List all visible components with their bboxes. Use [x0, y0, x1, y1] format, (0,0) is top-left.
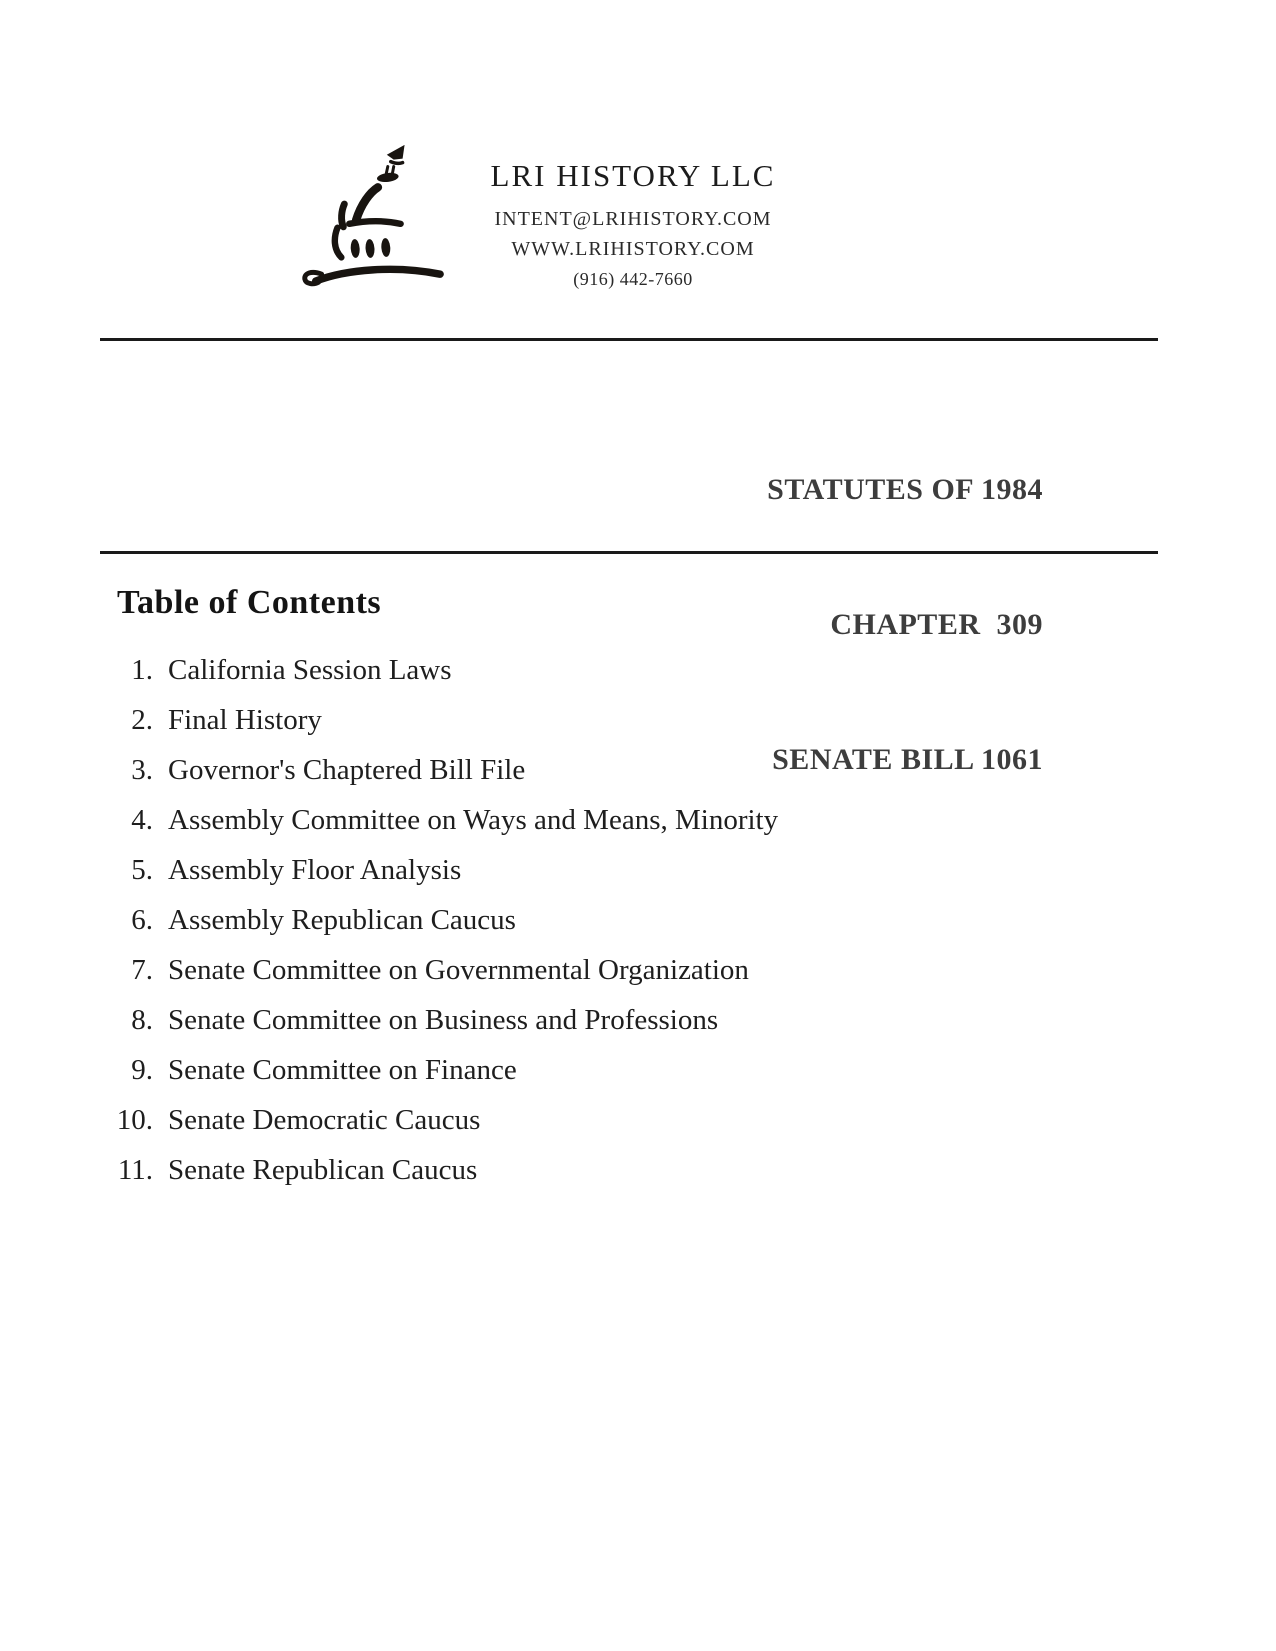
toc-item-number: 7. — [131, 954, 153, 986]
toc-item-label: Senate Committee on Finance — [168, 1054, 517, 1086]
toc-item — [0, 953, 900, 987]
toc-item-number: 1. — [131, 654, 153, 686]
toc-item-label: Senate Committee on Business and Professions — [168, 1004, 719, 1036]
chapter-line: CHAPTER 309 — [830, 608, 1043, 641]
toc-item-label: Assembly Republican Caucus — [168, 904, 516, 936]
letterhead — [443, 158, 823, 289]
divider-top — [100, 338, 1158, 341]
toc-item — [0, 1103, 900, 1137]
senate-bill-line: SENATE BILL 1061 — [772, 743, 1043, 776]
toc-item — [0, 1153, 900, 1187]
toc-item-label: Senate Republican Caucus — [168, 1154, 478, 1186]
toc-item-number: 9. — [131, 1054, 153, 1086]
toc-item-number: 8. — [131, 1004, 153, 1036]
toc-list — [0, 653, 900, 1203]
toc-item — [0, 803, 900, 837]
company-name: LRI HISTORY LLC — [490, 158, 776, 193]
toc-item-number: 5. — [131, 854, 153, 886]
toc-item-label: Assembly Floor Analysis — [168, 854, 462, 886]
toc-item-number: 10. — [116, 1104, 153, 1136]
toc-item — [0, 903, 900, 937]
toc-item — [0, 853, 900, 887]
toc-item — [0, 653, 900, 687]
toc-item-label: California Session Laws — [168, 654, 452, 686]
company-phone: (916) 442-7660 — [573, 269, 693, 289]
toc-item-number: 3. — [131, 754, 153, 786]
company-website: WWW.LRIHISTORY.COM — [511, 238, 755, 260]
toc-item — [0, 1003, 900, 1037]
toc-item — [0, 1053, 900, 1087]
capitol-dome-sketch-icon — [292, 126, 450, 294]
toc-item-number: 6. — [131, 904, 153, 936]
company-email: INTENT@LRIHISTORY.COM — [494, 208, 772, 230]
toc-item — [0, 703, 900, 737]
toc-item-number: 11. — [117, 1154, 153, 1186]
toc-item-label: Governor's Chaptered Bill File — [168, 754, 526, 786]
toc-item-number: 4. — [131, 804, 153, 836]
toc-item — [0, 753, 900, 787]
toc-item-label: Assembly Committee on Ways and Means, Minority — [168, 804, 779, 836]
toc-item-label: Senate Committee on Governmental Organization — [168, 954, 749, 986]
toc-item-number: 2. — [131, 704, 153, 736]
statutes-line: STATUTES OF 1984 — [767, 473, 1043, 506]
toc-heading: Table of Contents — [117, 584, 382, 621]
toc-item-label: Senate Democratic Caucus — [168, 1104, 481, 1136]
toc-item-label: Final History — [168, 704, 322, 736]
